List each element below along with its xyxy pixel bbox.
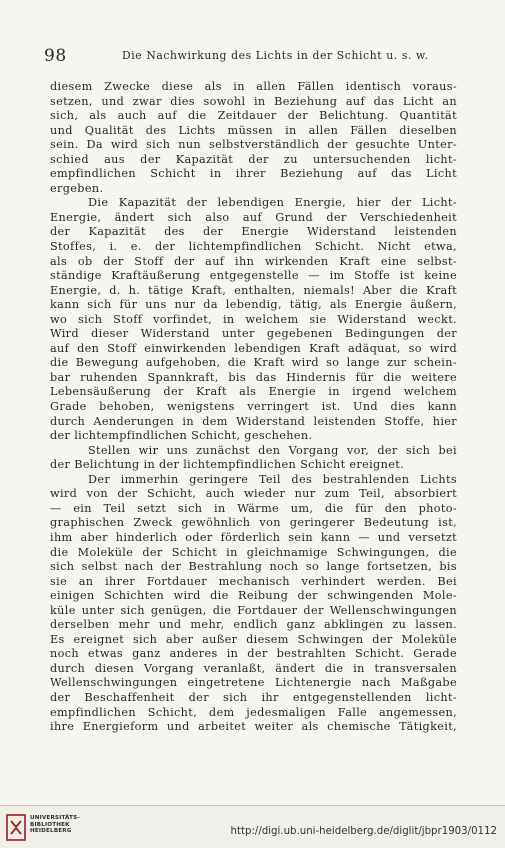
text-line: wird von der Schicht, auch wieder nur zum Teil, absorbiert bbox=[50, 487, 457, 501]
text-line: Stellen wir uns zunächst den Vorgang vor, der sich bei bbox=[88, 443, 457, 457]
text-line: setzen, und zwar dies sowohl in Beziehung auf das Licht an bbox=[50, 94, 457, 108]
text-line: die Moleküle der Schicht in gleichnamige Schwingungen, die bbox=[50, 545, 457, 559]
text-line: durch diesen Vorgang veranlaßt, ändert die in transversalen bbox=[50, 661, 457, 675]
text-line: Wird dieser Widerstand unter gegebenen Bedingungen der bbox=[50, 327, 457, 341]
text-line: derselben mehr und mehr, endlich ganz abklingen zu lassen. bbox=[50, 618, 457, 632]
text-line: Der immerhin geringere Teil des bestrahlenden Lichts bbox=[88, 472, 457, 486]
text-line: schied aus der Kapazität der zu untersuchenden licht- bbox=[50, 152, 457, 166]
page-header bbox=[44, 46, 464, 66]
text-line: Energie, d. h. tätige Kraft, enthalten, niemals! Aber die Kraft bbox=[50, 283, 457, 297]
text-line: durch Aenderungen in dem Widerstand leistenden Stoffe, hier bbox=[50, 414, 457, 428]
text-line: ständige Kraftäußerung entgegenstelle — im Stoffe ist keine bbox=[50, 269, 457, 283]
text-line: sie an ihrer Fortdauer mechanisch verhindert werden. Bei bbox=[50, 574, 457, 588]
text-line: auf den Stoff einwirkenden lebendigen Kraft adäquat, so wird bbox=[50, 341, 457, 355]
body-text bbox=[50, 80, 457, 735]
text-line: Energie, ändert sich also auf Grund der Verschiedenheit bbox=[50, 210, 457, 224]
text-line: sein. Da wird sich nun selbstverständlich der gesuchte Unter- bbox=[50, 138, 457, 152]
page-number: 98 bbox=[44, 46, 67, 66]
text-line: noch etwas ganz anderes in der bestrahlten Schicht. Gerade bbox=[50, 647, 457, 661]
library-name-line: BIBLIOTHEK bbox=[30, 821, 70, 828]
text-line: als ob der Stoff der auf ihn wirkenden Kraft eine selbst- bbox=[50, 254, 457, 268]
text-line: die Bewegung aufgehoben, die Kraft wird so lange zur schein- bbox=[50, 356, 457, 370]
text-line: küle unter sich genügen, die Fortdauer der Wellenschwingungen bbox=[50, 603, 457, 617]
text-line: wo sich Stoff vorfindet, in welchem sie Widerstand weckt. bbox=[50, 312, 457, 326]
text-line: sich selbst nach der Bestrahlung noch so lange fortsetzen, bis bbox=[50, 560, 457, 574]
text-line: ergeben. bbox=[50, 181, 104, 195]
text-line: Grade behoben, wenigstens verringert ist. Und dies kann bbox=[50, 400, 457, 414]
text-line: diesem Zwecke diese als in allen Fällen identisch voraus- bbox=[50, 80, 457, 93]
text-line: Die Kapazität der lebendigen Energie, hier der Licht- bbox=[88, 196, 457, 210]
text-line: der Belichtung in der lichtempfindlichen Schicht ereignet. bbox=[50, 458, 405, 472]
text-line: Wellenschwingungen eingetretene Lichtenergie nach Maßgabe bbox=[50, 676, 457, 690]
text-line: empfindlichen Schicht in ihrer Beziehung auf das Licht bbox=[50, 167, 457, 181]
text-line: und Qualität des Lichts müssen in allen Fällen dieselben bbox=[50, 123, 457, 137]
text-line: Stoffes, i. e. der lichtempfindlichen Schicht. Nicht etwa, bbox=[50, 240, 457, 254]
footer-bar bbox=[0, 805, 505, 848]
text-line: kann sich für uns nur da lebendig, tätig, als Energie äußern, bbox=[50, 298, 457, 312]
text-line: ihre Energieform und arbeitet weiter als chemische Tätigkeit, bbox=[50, 720, 457, 734]
text-line: Lebensäußerung der Kraft als Energie in irgend welchem bbox=[50, 385, 457, 399]
text-line: Es ereignet sich aber außer diesem Schwingen der Moleküle bbox=[50, 632, 457, 646]
library-name bbox=[30, 815, 80, 835]
text-line: ihm aber hinderlich oder förderlich sein kann — und versetzt bbox=[50, 530, 457, 544]
university-library-logo-icon[interactable] bbox=[6, 814, 26, 841]
text-line: einigen Schichten wird die Reibung der schwingenden Mole- bbox=[50, 589, 457, 603]
permalink-url[interactable]: http://digi.ub.uni-heidelberg.de/diglit/jbpr1903/0112 bbox=[230, 826, 497, 837]
text-line: sich, als auch auf die Zeitdauer der Belichtung. Quantität bbox=[50, 109, 457, 123]
text-line: bar ruhenden Spannkraft, bis das Hindernis für die weitere bbox=[50, 370, 457, 384]
library-name-line: HEIDELBERG bbox=[30, 828, 72, 835]
text-line: der Kapazität des der Energie Widerstand leistenden bbox=[50, 225, 457, 239]
text-line: empfindlichen Schicht, dem jedesmaligen Falle angemessen, bbox=[50, 705, 457, 719]
text-line: der lichtempfindlichen Schicht, geschehen. bbox=[50, 429, 313, 443]
text-line: der Beschaffenheit der sich ihr entgegenstellenden licht- bbox=[50, 690, 457, 704]
running-title: Die Nachwirkung des Lichts in der Schicht u. s. w. bbox=[122, 49, 429, 62]
text-line: graphischen Zweck gewöhnlich von geringerer Bedeutung ist, bbox=[50, 516, 457, 530]
library-name-line: UNIVERSITÄTS- bbox=[30, 815, 80, 821]
text-line: — ein Teil setzt sich in Wärme um, die für den photo- bbox=[50, 501, 457, 515]
